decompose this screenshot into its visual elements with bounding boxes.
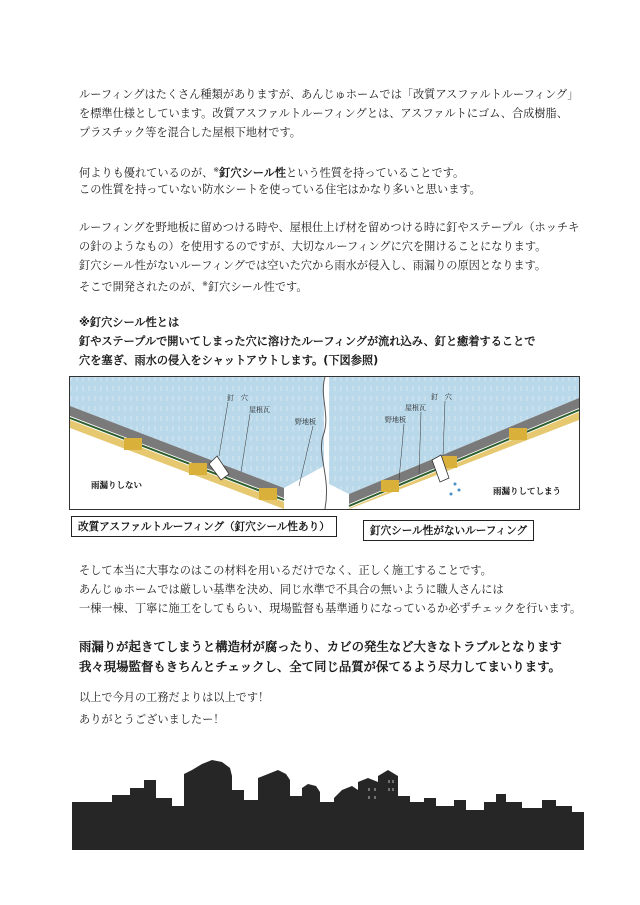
- left-label-sheathing: 野地板: [295, 418, 316, 426]
- problem-term: 釘穴シール性です。: [207, 280, 308, 294]
- closing-line-1: 以上で今月の工務だよりは以上です！: [79, 691, 270, 704]
- right-batten-1: [381, 480, 399, 492]
- emphasis-line-2: 我々現場監督もきちんとチェックし、全て同じ品質が保てるよう尽力してまいります。: [79, 659, 561, 674]
- footnote-mark: ※: [213, 166, 220, 174]
- problem-line-4: [79, 275, 308, 297]
- problem-line-3: 釘穴シール性がないルーフィングでは空いた穴から雨水が侵入し、雨漏りの原因となります。: [79, 259, 547, 272]
- feature-line-1-post: という性質を持っていることです。: [286, 166, 465, 180]
- definition-line-2: 穴を塞ぎ、雨水の侵入をシャットアウトします。(下図参照): [79, 354, 379, 367]
- intro-line-1: ルーフィングはたくさん種類がありますが、あんじゅホームでは「改質アスファルトルーフィング」: [79, 88, 579, 101]
- right-label-sheathing: 野地板: [385, 416, 406, 424]
- nail-hole-seal-diagram: [69, 376, 580, 510]
- right-label-roof-tile: 屋根瓦: [405, 404, 426, 412]
- intro-line-2: を標準仕様としています。改質アスファルトルーフィングとは、アスファルトにゴム、合成樹脂、: [79, 107, 568, 120]
- emphasis-line-1: 雨漏りが起きてしまうと構造材が腐ったり、カビの発生など大きなトラブルとなります: [79, 639, 562, 654]
- closing-line-2: ありがとうございましたー！: [79, 713, 225, 726]
- construction-line-3: 一棟一棟、丁寧に施工をしてもらい、現場監督も基準通りになっているか必ずチェックを行います。: [79, 602, 582, 615]
- problem-line-1: ルーフィングを野地板に留めつける時や、屋根仕上げ材を留めつける時に釘やステープル（ホッチキ: [79, 221, 580, 234]
- construction-line-1: そして本当に大事なのはこの材料を用いるだけでなく、正しく施工することです。: [79, 564, 492, 577]
- left-batten-1: [124, 438, 142, 450]
- left-batten-2: [189, 463, 207, 475]
- water-drop: [450, 493, 453, 496]
- left-batten-3: [259, 488, 277, 500]
- feature-line-1-pre: 何よりも優れているのが、: [79, 166, 214, 180]
- right-batten-3: [509, 428, 527, 440]
- definition-line-1: 釘やステープルで開いてしまった穴に溶けたルーフィングが流れ込み、釘と癒着することで: [79, 335, 536, 348]
- feature-line-2: この性質を持っていない防水シートを使っている住宅はかなり多いと思います。: [79, 183, 481, 196]
- construction-line-2: あんじゅホームでは厳しい基準を決め、同じ水準で不具合の無いように職人さんには: [79, 583, 504, 596]
- caption-right: 釘穴シール性がないルーフィング: [363, 520, 534, 541]
- problem-line-4-pre: そこで開発されたのが、: [79, 280, 203, 294]
- left-label-nail-hole: 釘 穴: [227, 394, 248, 402]
- caption-left: 改質アスファルトルーフィング（釘穴シール性あり）: [71, 516, 337, 537]
- footnote-mark-2: ※: [202, 280, 208, 288]
- water-drop: [454, 483, 457, 486]
- right-result-label: 雨漏りしてしまう: [493, 487, 562, 497]
- feature-term: 釘穴シール性: [219, 166, 287, 180]
- problem-line-2: の針のようなもの）を使用するのですが、大切なルーフィングに穴を開けることになります。: [79, 240, 547, 253]
- intro-line-3: プラスチック等を混合した屋根下地材です。: [79, 126, 301, 139]
- definition-title: ※釘穴シール性とは: [79, 316, 180, 329]
- city-skyline-image: [72, 740, 584, 850]
- left-label-roof-tile: 屋根瓦: [249, 406, 270, 414]
- water-drop: [458, 489, 461, 492]
- right-label-nail-hole: 釘 穴: [431, 393, 452, 401]
- left-result-label: 雨漏りしない: [91, 481, 143, 491]
